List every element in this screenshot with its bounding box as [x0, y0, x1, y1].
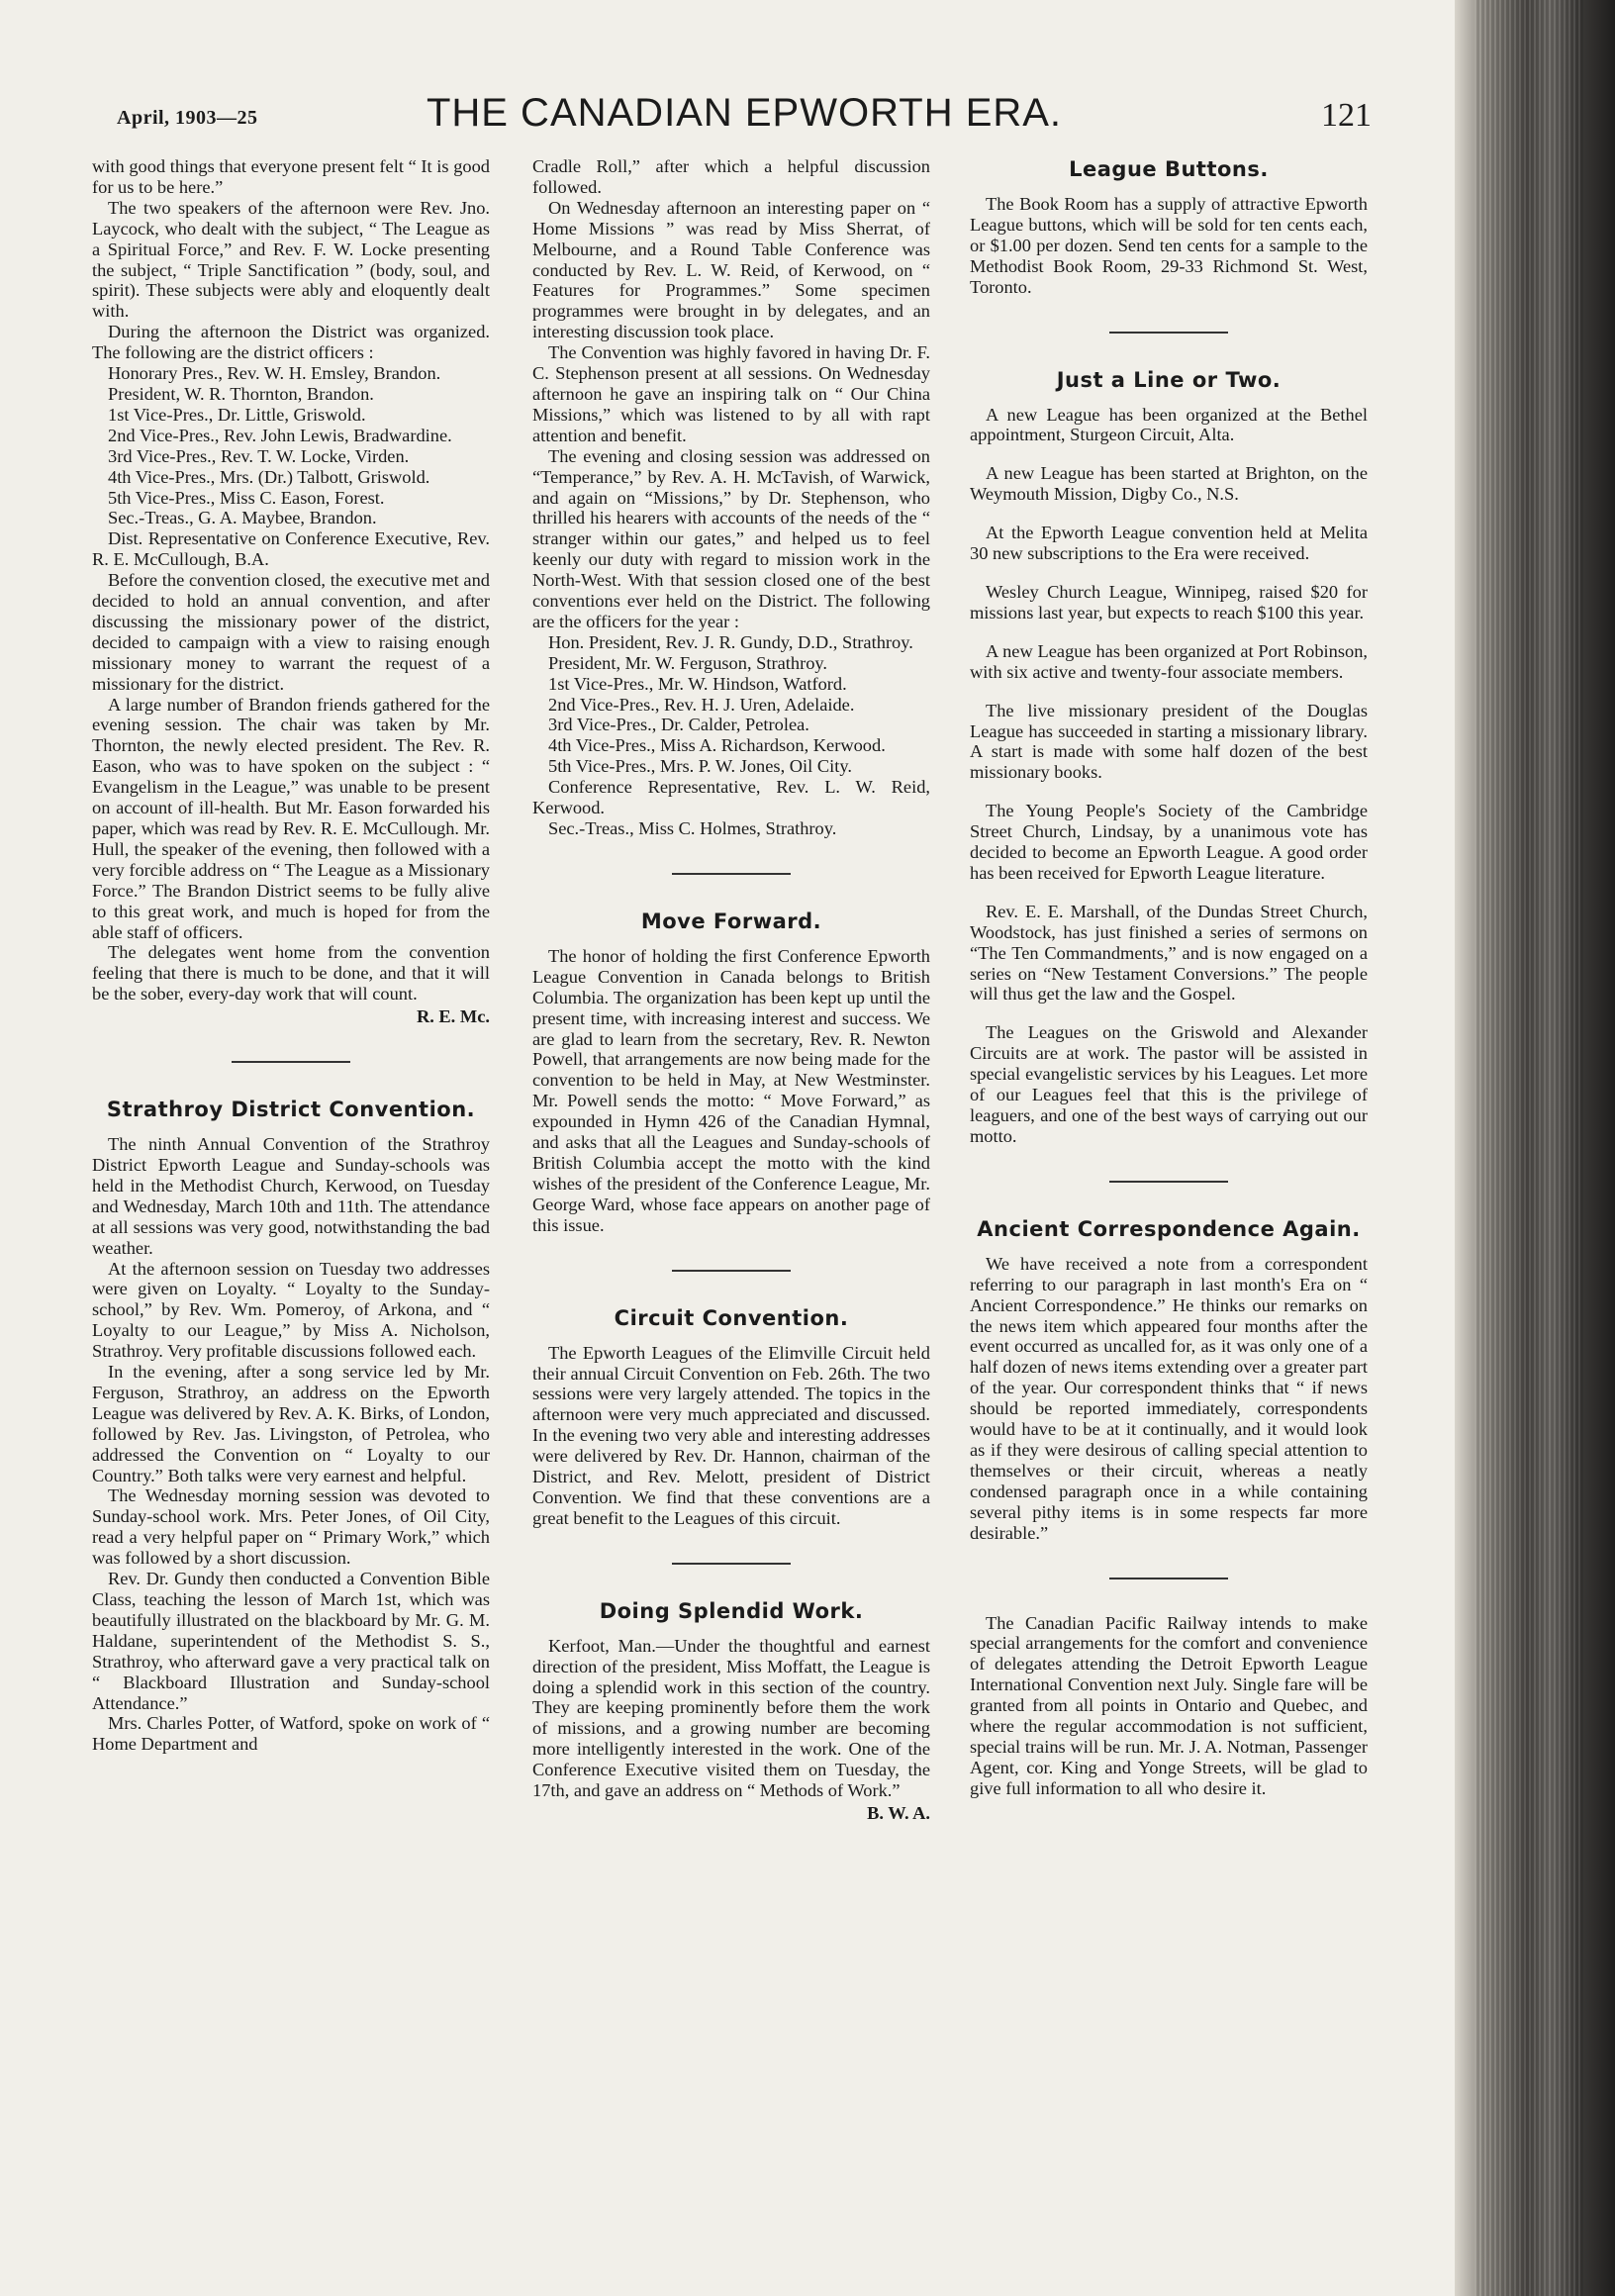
paragraph: On Wednesday afternoon an interesting paper on “ Home Missions ” was read by Miss Sherrat, of Melbourne, and a Round Table Conference was conducted by Rev. L. W. Reid, of Kerwood, on “ Features for Programmes.” Some specimen programmes were brought in by delegates, and an interesting discussion took place. — [532, 197, 930, 342]
officer-entry: President, W. R. Thornton, Brandon. — [108, 383, 374, 404]
officer-entry: 5th Vice-Pres., Mrs. P. W. Jones, Oil City. — [548, 756, 852, 777]
officer-entry: Dist. Representative on Conference Executive, Rev. R. E. McCullough, B.A. — [92, 528, 490, 570]
news-item: The live missionary president of the Douglas League has succeeded in starting a missionary library. A start is made with some half dozen of the best missionary books. — [970, 700, 1368, 783]
paragraph: The Wednesday morning session was devoted to Sunday-school work. Mrs. Peter Jones, of Oil City, read a very helpful paper on “ Primary Work,” which was followed by a short discussion. — [92, 1485, 490, 1569]
author-signature: B. W. A. — [867, 1803, 930, 1823]
officer-entry: 2nd Vice-Pres., Rev. John Lewis, Bradwardine. — [108, 425, 452, 445]
section-divider — [672, 1270, 791, 1272]
news-item: The Young People's Society of the Cambridge Street Church, Lindsay, by a unanimous vote has decided to become an Epworth League. A good order has been received for Epworth League literature. — [970, 801, 1368, 883]
paragraph: The Convention was highly favored in having Dr. F. C. Stephenson present at all sessions. On Wednesday afternoon he gave an inspiring talk on “ Our China Missions,” which was listened to by all with rapt attention and benefit. — [532, 342, 930, 445]
officer-entry: 5th Vice-Pres., Miss C. Eason, Forest. — [108, 487, 385, 508]
officer-entry: Honorary Pres., Rev. W. H. Emsley, Brandon. — [108, 363, 441, 384]
section-divider — [1109, 332, 1228, 334]
news-item: A new League has been started at Brighton, on the Weymouth Mission, Digby Co., N.S. — [970, 463, 1368, 505]
officer-entry: 2nd Vice-Pres., Rev. H. J. Uren, Adelaide. — [548, 694, 855, 715]
paragraph: Kerfoot, Man.—Under the thoughtful and earnest direction of the president, Miss Moffatt, the League is doing a splendid work in this section of the country. They are keeping prominently before them the work of missions, and a growing number are becoming more intelligently interested in the work. One of the Conference Executive visited them on Tuesday, the 17th, and gave an address on “ Methods of Work.” — [532, 1635, 930, 1801]
column-3 — [970, 156, 1368, 1799]
magazine-title: THE CANADIAN EPWORTH ERA. — [426, 91, 1063, 135]
article-heading: Circuit Convention. — [614, 1305, 849, 1330]
officer-entry: Sec.-Treas., G. A. Maybee, Brandon. — [108, 508, 377, 528]
section-divider — [232, 1061, 350, 1063]
officer-entry: 3rd Vice-Pres., Rev. T. W. Locke, Virden. — [108, 445, 410, 466]
issue-date: April, 1903—25 — [117, 107, 258, 129]
paragraph: The delegates went home from the convention feeling that there is much to be done, and that it will be the sober, every-day work that will count. — [92, 942, 490, 1004]
paragraph: We have received a note from a correspondent referring to our paragraph in last month's Era on “ Ancient Correspondence.” He thinks our remarks on the news item which appeared four months after the event occurred as uncalled for, as it was only one of a half dozen of news items extending over a greater part of the year. Our correspondent thinks that “ if news should be reported immediately, correspondents would have to be at it continually, and it would look as if they were desirous of calling special attention to themselves or their circuit, whereas a neatly condensed paragraph once in a while containing several pithy items is in some respects far more desirable.” — [970, 1253, 1368, 1543]
paragraph: Before the convention closed, the executive met and decided to hold an annual convention, and after discussing the missionary power of the district, decided to campaign with a view to raising enough missionary money to warrant the request of a missionary for the district. — [92, 570, 490, 694]
section-divider — [672, 873, 791, 875]
page-edge-texture — [1474, 0, 1583, 2296]
section-divider — [1109, 1181, 1228, 1183]
officer-entry: 3rd Vice-Pres., Dr. Calder, Petrolea. — [548, 715, 809, 735]
article-heading: Move Forward. — [640, 909, 822, 933]
section-divider — [1109, 1578, 1228, 1579]
article-heading: Ancient Correspondence Again. — [977, 1216, 1361, 1241]
paragraph: A large number of Brandon friends gathered for the evening session. The chair was taken by Mr. Thornton, the newly elected president. The Rev. R. Eason, who was to have spoken on the subject : “ Evangelism in the League,” was unable to be present on account of ill-health. But Mr. Eason forwarded his paper, which was read by Rev. R. E. McCullough. Mr. Hull, the speaker of the evening, then followed with a very forcible address on “ The League as a Missionary Force.” The Brandon District seems to be fully alive to this great work, and much is hoped for from the able staff of officers. — [92, 694, 490, 942]
paragraph: Mrs. Charles Potter, of Watford, spoke on work of “ Home Department and — [92, 1713, 490, 1755]
news-item: At the Epworth League convention held at Melita 30 new subscriptions to the Era were received. — [970, 523, 1368, 564]
page-number: 121 — [1321, 97, 1372, 134]
paragraph: At the afternoon session on Tuesday two addresses were given on Loyalty. “ Loyalty to the Sunday-school,” by Rev. Wm. Pomeroy, of Arkona, and “ Loyalty to our League,” by Miss A. Nicholson, Strathroy. Very profitable discussions followed each. — [92, 1258, 490, 1362]
officer-entry: 1st Vice-Pres., Dr. Little, Griswold. — [108, 404, 366, 425]
author-signature: R. E. Mc. — [416, 1006, 490, 1027]
paragraph: The Canadian Pacific Railway intends to make special arrangements for the comfort and convenience of delegates attending the Detroit Epworth League International Convention next July. Single fare will be granted from all points in Ontario and Quebec, and where the regular accommodation is not sufficient, special trains will be run. Mr. J. A. Notman, Passenger Agent, cor. King and Yonge Streets, will be glad to give full information to all who desire it. — [970, 1612, 1368, 1798]
column-1 — [92, 156, 490, 1755]
paragraph: Rev. Dr. Gundy then conducted a Convention Bible Class, teaching the lesson of March 1st, which was beautifully illustrated on the blackboard by Mr. G. M. Haldane, superintendent of the Methodist S. S., Strathroy, who afterward gave a very practical talk on “ Blackboard Illustration and Sunday-school Attendance.” — [92, 1569, 490, 1713]
paragraph: with good things that everyone present felt “ It is good for us to be here.” — [92, 156, 490, 197]
paragraph: The Book Room has a supply of attractive Epworth League buttons, which will be sold for ten cents each, or $1.00 per dozen. Send ten cents for a sample to the Methodist Book Room, 29-33 Richmond St. West, Toronto. — [970, 194, 1368, 297]
paragraph: The Epworth Leagues of the Elimville Circuit held their annual Circuit Convention on Feb. 26th. The two sessions were very largely attended. The topics in the afternoon were very much appreciated and discussed. In the evening two very able and interesting addresses were delivered by Rev. Dr. Hannon, chairman of the District, and Rev. Melott, president of District Convention. We find that these conventions are a great benefit to the Leagues of this circuit. — [532, 1342, 930, 1528]
paragraph: The ninth Annual Convention of the Strathroy District Epworth League and Sunday-schools was held in the Methodist Church, Kerwood, on Tuesday and Wednesday, March 10th and 11th. The attendance at all sessions was very good, notwithstanding the bad weather. — [92, 1134, 490, 1258]
news-item: Wesley Church League, Winnipeg, raised $20 for missions last year, but expects to reach $100 this year. — [970, 581, 1368, 622]
officer-entry: 4th Vice-Pres., Mrs. (Dr.) Talbott, Griswold. — [108, 466, 430, 487]
paragraph: In the evening, after a song service led by Mr. Ferguson, Strathroy, an address on the Epworth League was delivered by Rev. A. K. Birks, of London, followed by Rev. Jas. Livingston, of Petrolea, who addressed the Convention on “ Loyalty to our Country.” Both talks were very earnest and helpful. — [92, 1362, 490, 1485]
paragraph: The two speakers of the afternoon were Rev. Jno. Laycock, who dealt with the subject, “ The League as a Spiritual Force,” and Rev. F. W. Locke presenting the subject, “ Triple Sanctification ” (body, soul, and spirit). These subjects were ably and eloquently dealt with. — [92, 197, 490, 322]
article-heading: League Buttons. — [1069, 157, 1269, 181]
article-heading: Just a Line or Two. — [1056, 367, 1282, 392]
news-item: Rev. E. E. Marshall, of the Dundas Street Church, Woodstock, has just finished a series of sermons on “The Ten Commandments,” and is now engaged on a series on “New Testament Conversions.” The people will thus get the law and the Gospel. — [970, 901, 1368, 1004]
news-item: A new League has been organized at Port Robinson, with six active and twenty-four associate members. — [970, 640, 1368, 682]
paragraph: During the afternoon the District was organized. The following are the district officers : — [92, 322, 490, 363]
officer-entry: 4th Vice-Pres., Miss A. Richardson, Kerwood. — [548, 735, 886, 756]
officer-entry: Hon. President, Rev. J. R. Gundy, D.D., Strathroy. — [548, 631, 913, 652]
officer-entry: Sec.-Treas., Miss C. Holmes, Strathroy. — [548, 818, 837, 838]
paragraph: Cradle Roll,” after which a helpful discussion followed. — [532, 156, 930, 197]
section-divider — [672, 1563, 791, 1565]
paragraph: The honor of holding the first Conference Epworth League Convention in Canada belongs to British Columbia. The organization has been kept up until the present time, with increasing interest and success. We are glad to learn from the secretary, Rev. R. Newton Powell, that arrangements are now being made for the convention to be held in May, at New Westminster. Mr. Powell sends the motto: “ Move Forward,” as expounded in Hymn 426 of the Canadian Hymnal, and asks that all the Leagues and Sunday-schools of British Columbia accept the motto with the kind wishes of the president of the Conference League, Mr. George Ward, whose face appears on another page of this issue. — [532, 945, 930, 1235]
news-item: The Leagues on the Griswold and Alexander Circuits are at work. The pastor will be assisted in special evangelistic services by his Leagues. Let more of our Leagues feel that this is the privilege of leaguers, and one of the best ways of carrying out our motto. — [970, 1022, 1368, 1146]
page-header — [117, 91, 1372, 141]
paragraph: The evening and closing session was addressed on “Temperance,” by Rev. A. H. McTavish, of Warwick, and again on “Missions,” by Dr. Stephenson, who thrilled his hearers with accounts of the needs of the “ stranger within our gates,” and helped us to feel keenly our duty with regard to mission work in the North-West. With that session closed one of the best conventions ever held on the District. The following are the officers for the year : — [532, 445, 930, 631]
news-item: A new League has been organized at the Bethel appointment, Sturgeon Circuit, Alta. — [970, 404, 1368, 445]
officer-entry: 1st Vice-Pres., Mr. W. Hindson, Watford. — [548, 673, 847, 694]
article-heading: Strathroy District Convention. — [106, 1098, 476, 1122]
article-heading: Doing Splendid Work. — [599, 1598, 864, 1623]
officer-entry: Conference Representative, Rev. L. W. Reid, Kerwood. — [532, 777, 930, 818]
officer-entry: President, Mr. W. Ferguson, Strathroy. — [548, 652, 827, 673]
column-2 — [532, 156, 930, 1824]
